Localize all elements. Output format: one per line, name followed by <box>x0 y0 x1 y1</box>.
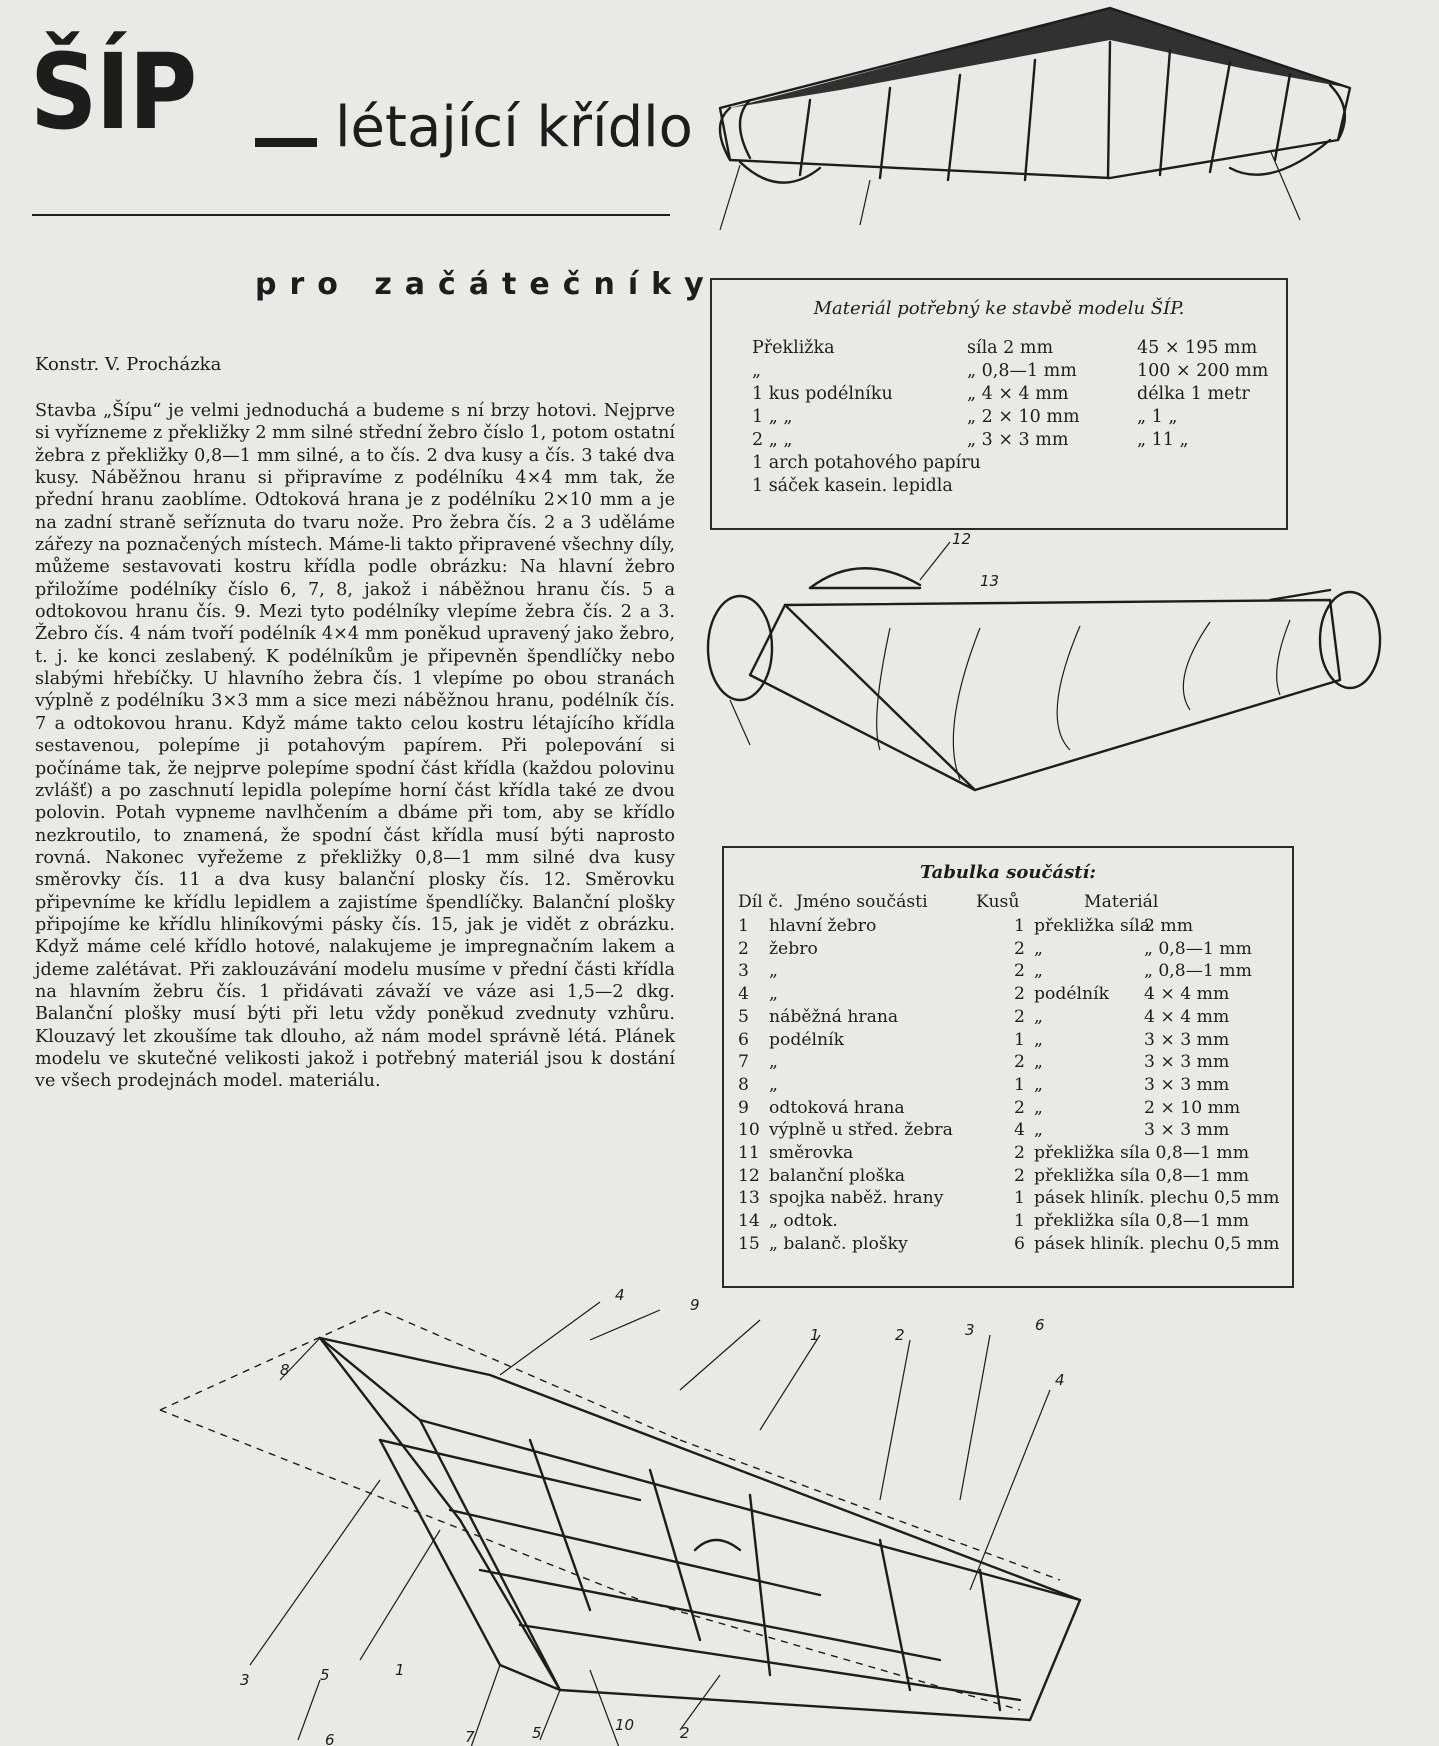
parts-row <box>724 1211 1292 1233</box>
parts-cell-qty: 1 <box>1014 916 1025 936</box>
parts-row <box>724 1075 1292 1097</box>
figure-label: 7 <box>465 1728 475 1746</box>
wing-middle-outline <box>750 600 1340 790</box>
material-row <box>712 384 1286 407</box>
article-tagline: pro začátečníky <box>255 267 717 302</box>
article-body: Stavba „Šípu“ je velmi jednoduchá a budeme s ní brzy hotovi. Nejprve si vyřízneme z překližky 2 mm silné střední žebro číslo 1, potom ostatní žebra z překližky 0,8—1 mm silné, a to čís. 2 dva kusy a čís. 3 také dva kusy. Náběžnou hranu si připravíme z podélníku 4×4 mm tak, že přední hranu zaoblíme. Odtoková hrana je z podélníku 2×10 mm a je na zadní straně seříznuta do tvaru nože. Pro žebra čís. 2 a 3 uděláme zářezy na poznačených místech. Máme-li takto připravené všechny díly, můžeme sestavovati kostru křídla podle obrázku: Na hlavní žebro přiložíme podélníky číslo 6, 7, 8, jakož i náběžnou hranu čís. 5 a odtokovou hranu čís. 9. Mezi tyto podélníky vlepíme žebra čís. 2 a 3. Žebro čís. 4 nám tvoří podélník 4×4 mm poněkud upravený jako žebro, t. j. ke konci zeslabený. K podélníkům je připevněn špendlíčky nebo slabými hřebíčky. U hlavního žebra čís. 1 vlepíme po obou stranách výplně z podélníku 3×3 mm a sice mezi náběžnou hranu, podélník čís. 7 a odtokovou hranu. Když máme takto celou kostru létajícího křídla sestavenou, polepíme ji potahovým papírem. Při polepování si počínáme tak, že nejprve polepíme spodní část křídla (každou polovinu zvlášť) a po zaschnutí lepidla polepíme horní část křídla také ze dvou polovin. Potah vypneme navlhčením a dbáme při tom, aby se křídlo nezkroutilo, to znamená, že spodní část křídla musí býti naprosto rovná. Nakonec vyřežeme z překližky 0,8—1 mm silné dva kusy směrovky čís. 11 a dva kusy balanční plosky čís. 12. Směrovku připevníme ke křídlu lepidlem a zajistíme špendlíčky. Balanční plošky připojíme ke křídlu hliníkovými pásky čís. 15, jak je vidět z obrázku. Když máme celé křídlo hotové, nalakujeme je impregnačním lakem a jdeme zalétávat. Při zaklouzávání modelu musíme v přední části křídla na hlavním žebru čís. 1 přidávati závaží ve váze asi 1,5—2 dkg. Balanční plošky musí býti při letu vždy poněkud zvednuty vzhůru. Klouzavý let zkoušíme tak dlouho, až nám model správně létá. Plánek modelu ve skutečné velikosti jakož i potřebný materiál jsou k dostání ve všech prodejnách model. materiálu. <box>35 401 675 1092</box>
parts-cell-name: odtoková hrana <box>769 1097 905 1118</box>
parts-row <box>724 939 1292 961</box>
figure-label: 3 <box>240 1671 250 1689</box>
parts-cell-no: 12 <box>738 1165 760 1186</box>
figure-label: 2 <box>680 1724 690 1742</box>
material-row <box>712 430 1286 453</box>
figure-label: 2 <box>895 1326 905 1344</box>
article-title: ŠÍP <box>30 31 196 153</box>
figure-label: 1 <box>810 1326 820 1344</box>
parts-cell-qty: 2 <box>1014 1052 1025 1073</box>
parts-cell-dim: „ 0,8—1 mm <box>1144 961 1252 982</box>
parts-cell-no: 1 <box>738 916 749 936</box>
parts-cell-qty: 2 <box>1014 1097 1025 1118</box>
parts-cell-mat: „ <box>1034 1074 1043 1095</box>
parts-cell-mat: překližka síla <box>1034 916 1151 936</box>
figure-label: 13 <box>980 572 1000 590</box>
parts-row <box>724 961 1292 983</box>
parts-cell-mat: překližka síla 0,8—1 mm <box>1034 1143 1250 1163</box>
wing-frame-outline <box>320 1338 1080 1720</box>
parts-cell-mat: „ <box>1034 1006 1043 1027</box>
parts-cell-qty: 2 <box>1014 1165 1025 1186</box>
parts-cell-no: 14 <box>738 1211 760 1232</box>
parts-cell-no: 7 <box>738 1052 749 1073</box>
parts-cell-no: 6 <box>738 1029 749 1050</box>
figure-label: 5 <box>320 1666 330 1684</box>
parts-cell-mat: „ <box>1034 938 1043 959</box>
parts-cell-dim: 4 × 4 mm <box>1144 1006 1230 1027</box>
material-cell-size: 45 × 195 mm <box>1137 338 1258 358</box>
parts-cell-qty: 2 <box>1014 984 1025 1005</box>
parts-row <box>724 1143 1292 1165</box>
parts-box <box>722 846 1294 1288</box>
parts-cell-qty: 1 <box>1014 1188 1025 1209</box>
parts-header-qty: Kusů <box>976 892 1020 912</box>
parts-cell-mat: „ <box>1034 1120 1043 1141</box>
parts-cell-no: 11 <box>738 1143 760 1163</box>
material-cell-item: 2 „ „ <box>752 430 793 450</box>
parts-cell-mat: „ <box>1034 1029 1043 1050</box>
parts-cell-name: „ <box>769 961 778 982</box>
parts-cell-qty: 1 <box>1014 1029 1025 1050</box>
parts-cell-dim: „ 0,8—1 mm <box>1144 938 1252 959</box>
parts-cell-no: 2 <box>738 938 749 959</box>
figure-label: 4 <box>1055 1371 1065 1389</box>
parts-row <box>724 1007 1292 1029</box>
parts-cell-no: 8 <box>738 1074 749 1095</box>
material-box <box>710 278 1288 530</box>
material-cell-item: „ <box>752 361 762 381</box>
material-cell-spec: „ 2 × 10 mm <box>967 407 1080 427</box>
parts-header-mat: Materiál <box>1084 892 1159 912</box>
parts-cell-qty: 6 <box>1014 1233 1025 1254</box>
parts-cell-mat: podélník <box>1034 984 1110 1005</box>
parts-cell-name: hlavní žebro <box>769 916 877 936</box>
parts-cell-mat: „ <box>1034 1052 1043 1073</box>
parts-cell-mat: překližka síla 0,8—1 mm <box>1034 1211 1250 1232</box>
parts-box-title: Tabulka součástí: <box>919 862 1097 883</box>
figure-label: 5 <box>532 1724 542 1742</box>
figure-label: 1 <box>395 1661 405 1679</box>
parts-cell-name: směrovka <box>769 1143 854 1163</box>
parts-cell-name: spojka naběž. hrany <box>769 1188 944 1209</box>
parts-row <box>724 1234 1292 1256</box>
material-cell-item: 1 „ „ <box>752 407 793 427</box>
figure-label: 3 <box>965 1321 975 1339</box>
parts-row <box>724 1030 1292 1052</box>
parts-cell-no: 15 <box>738 1233 760 1254</box>
parts-cell-name: „ <box>769 984 778 1005</box>
material-cell-item: 1 sáček kasein. lepidla <box>752 476 953 496</box>
parts-cell-dim: 2 × 10 mm <box>1144 1097 1241 1118</box>
wing-top-shade <box>730 8 1350 108</box>
parts-cell-mat: pásek hliník. plechu 0,5 mm <box>1034 1233 1280 1254</box>
parts-cell-mat: překližka síla 0,8—1 mm <box>1034 1165 1250 1186</box>
parts-cell-qty: 4 <box>1014 1120 1025 1141</box>
parts-cell-qty: 1 <box>1014 1211 1025 1232</box>
material-cell-item: Překližka <box>752 338 835 358</box>
parts-cell-name: „ <box>769 1052 778 1073</box>
parts-cell-name: „ odtok. <box>769 1211 838 1232</box>
parts-cell-no: 5 <box>738 1006 749 1027</box>
material-row <box>712 453 1286 476</box>
parts-cell-name: balanční ploška <box>769 1165 906 1186</box>
article-subtitle: létající křídlo <box>335 95 693 160</box>
parts-cell-name: náběžná hrana <box>769 1006 899 1027</box>
figure-label: 6 <box>325 1731 335 1746</box>
parts-cell-dim: 4 × 4 mm <box>1144 984 1230 1005</box>
parts-cell-dim: 3 × 3 mm <box>1144 1120 1230 1141</box>
parts-cell-qty: 2 <box>1014 1143 1025 1163</box>
material-row <box>712 407 1286 430</box>
material-row <box>712 338 1286 361</box>
parts-cell-no: 9 <box>738 1097 749 1118</box>
material-cell-size: délka 1 metr <box>1137 384 1250 404</box>
parts-cell-no: 3 <box>738 961 749 982</box>
parts-cell-no: 10 <box>738 1120 760 1141</box>
parts-cell-dim: 3 × 3 mm <box>1144 1029 1230 1050</box>
title-dash <box>255 138 317 147</box>
material-box-title: Materiál potřebný ke stavbě modelu ŠÍP. <box>813 298 1185 319</box>
parts-cell-mat: „ <box>1034 961 1043 982</box>
parts-cell-qty: 2 <box>1014 961 1025 982</box>
material-cell-size: 100 × 200 mm <box>1137 361 1269 381</box>
title-rule <box>32 214 670 216</box>
parts-header-row <box>724 892 1292 914</box>
material-cell-size: „ 1 „ <box>1137 407 1178 427</box>
parts-cell-name: podélník <box>769 1029 845 1050</box>
figure-label: 10 <box>615 1716 635 1734</box>
parts-cell-no: 13 <box>738 1188 760 1209</box>
parts-row <box>724 1098 1292 1120</box>
parts-cell-qty: 2 <box>1014 1006 1025 1027</box>
material-cell-spec: „ 3 × 3 mm <box>967 430 1069 450</box>
material-cell-item: 1 kus podélníku <box>752 384 893 404</box>
figure-label: 6 <box>1035 1316 1045 1334</box>
parts-row <box>724 1166 1292 1188</box>
parts-cell-dim: 3 × 3 mm <box>1144 1052 1230 1073</box>
figure-label: 4 <box>615 1286 625 1304</box>
parts-cell-dim: 3 × 3 mm <box>1144 1074 1230 1095</box>
parts-header-no: Díl č. <box>738 892 784 912</box>
material-row <box>712 476 1286 499</box>
parts-cell-name: žebro <box>769 938 818 959</box>
parts-cell-no: 4 <box>738 984 749 1005</box>
parts-cell-qty: 2 <box>1014 938 1025 959</box>
parts-cell-mat: „ <box>1034 1097 1043 1118</box>
parts-row <box>724 1188 1292 1210</box>
parts-cell-name: „ balanč. plošky <box>769 1233 908 1254</box>
figure-label: 12 <box>952 530 972 548</box>
material-cell-size: „ 11 „ <box>1137 430 1189 450</box>
material-cell-spec: „ 4 × 4 mm <box>967 384 1069 404</box>
wing-middle-drawing <box>690 530 1390 810</box>
parts-cell-mat: pásek hliník. plechu 0,5 mm <box>1034 1188 1280 1209</box>
wing-frame-drawing <box>120 1280 1120 1746</box>
parts-cell-name: „ <box>769 1074 778 1095</box>
parts-cell-dim: 2 mm <box>1144 916 1193 936</box>
author-line: Konstr. V. Procházka <box>35 354 222 375</box>
figure-label: 8 <box>280 1361 290 1379</box>
parts-cell-name: výplně u střed. žebra <box>769 1120 953 1141</box>
parts-cell-qty: 1 <box>1014 1074 1025 1095</box>
parts-row <box>724 984 1292 1006</box>
material-cell-spec: síla 2 mm <box>967 338 1054 358</box>
figure-label: 9 <box>690 1296 700 1314</box>
parts-header-name: Jméno součásti <box>796 892 928 912</box>
parts-row <box>724 1120 1292 1142</box>
parts-row <box>724 1052 1292 1074</box>
parts-row <box>724 916 1292 938</box>
material-row <box>712 361 1286 384</box>
material-cell-spec: „ 0,8—1 mm <box>967 361 1077 381</box>
material-cell-item: 1 arch potahového papíru <box>752 453 981 473</box>
wing-top-drawing <box>690 0 1390 240</box>
